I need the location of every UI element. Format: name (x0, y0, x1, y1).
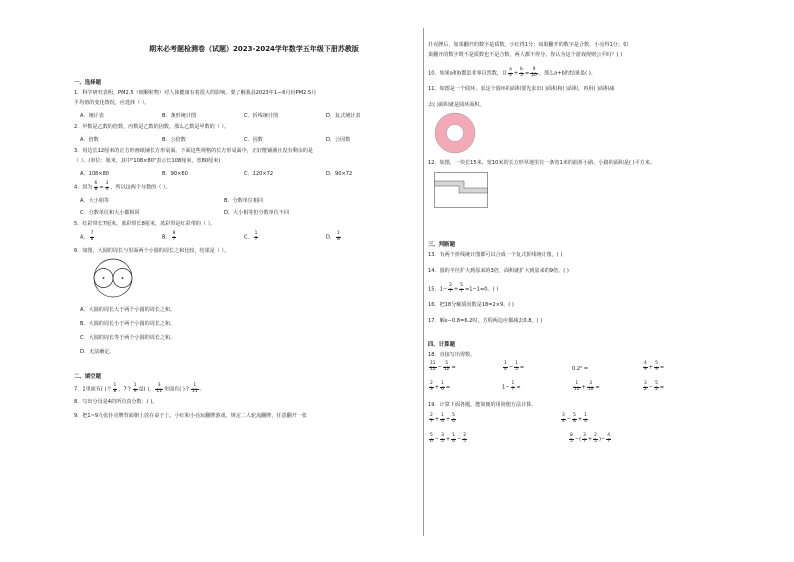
q18-item: $\frac{1}{10}$ + $\frac{3}{10}$ = (574, 381, 600, 392)
q10-line: 10．如果a和b都是非零自然数，且 $\frac{a}{4}$ + $\frac{b}{5}$ = $\frac{9}{20}$ ，那么a+b的结果是( )。 (428, 67, 596, 78)
q19-expr-4: $\frac{8}{5}$ −( $\frac{3}{7}$ + $\frac{2}{5}$ )− $\frac{4}{7}$ (570, 433, 610, 444)
q3-line2: （ ）。(单位：厘米，其中"108×80"表示长108厘米，宽80厘米) (74, 158, 221, 164)
q1-option-a[interactable]: A．统计表 (80, 113, 104, 119)
q9-line3: 果翻开的数字既不是质数也不是合数，两人都不得分。你认为这个游戏规则公平吗？( ) (428, 52, 623, 58)
q4-fraction-1: $\frac{6}{8}$ (94, 181, 98, 192)
q2-option-a[interactable]: A．倍数 (80, 137, 99, 143)
q4-fraction-2: $\frac{3}{4}$ (105, 181, 109, 192)
q6-line1: 6．如图，大圆的周长与里面两个小圆的周长之和比较，结果是（ ）。 (74, 248, 230, 254)
q5-option-d[interactable]: D． $\frac{1}{8}$ (326, 231, 340, 242)
q11-line1: 11．如图是一个圆环，求这个圆环的面积要先求出( )面积和( )面积，再用( )面积减 (428, 86, 615, 92)
section-fill: 二、填空题 (74, 374, 101, 380)
q6-option-b[interactable]: B．大圆的周长小于两个小圆的周长之和。 (80, 321, 176, 327)
column-divider (423, 28, 424, 536)
q11-ring-figure (434, 112, 476, 154)
q19-line: 19．计算下面各题，能简便的用简便方法计算。 (428, 402, 537, 408)
q18-item: $\frac{1}{4}$ − $\frac{1}{5}$ = (504, 361, 525, 372)
q18-item: $\frac{2}{3}$ + $\frac{1}{6}$ = (430, 381, 451, 392)
q1-option-c[interactable]: C．折线统计图 (244, 113, 279, 119)
q4-option-d[interactable]: D．大小相等但分数单位不同 (224, 210, 290, 216)
q15-line: 15．1− $\frac{2}{7}$ + $\frac{5}{7}$ =1−1=0。( ) (428, 283, 499, 294)
q2-line1: 2．甲数是乙数的倍数，丙数是乙数的因数。那么乙数是甲数的（ ）。 (74, 124, 230, 130)
q8-line: 8．写出分母是4的所有真分数：( )。 (74, 399, 158, 405)
q12-lawn-figure (434, 172, 488, 208)
q19-expr-1: $\frac{2}{7}$ + $\frac{1}{6}$ + $\frac{5}{6}$ (430, 413, 455, 424)
q5-option-a[interactable]: A． $\frac{7}{8}$ (80, 231, 94, 242)
q2-option-d[interactable]: D．公因数 (326, 137, 351, 143)
exam-sheet (58, 22, 770, 542)
q6-option-a[interactable]: A．大圆的周长大于两个小圆的周长之和。 (80, 307, 176, 313)
q2-option-c[interactable]: C．因数 (244, 137, 263, 143)
q7-line1: 7．1里面有( )个 $\frac{1}{8}$ ，7个 $\frac{1}{9}$ 是( )， $\frac{3}{11}$ 里面有( )个 $\frac{1}{11}$ 。 (74, 383, 205, 394)
inner-circle (447, 125, 464, 142)
q14-line: 14．圆的半径扩大到原来的3倍，面积就扩大到原来的9倍。( ) (428, 268, 569, 274)
q4-option-a[interactable]: A．大小相等 (80, 198, 109, 204)
section-choice: 一、选择题 (74, 80, 101, 86)
q4-line1: 4．因为 $\frac{6}{8}$ = $\frac{3}{4}$ ，所以这两个分数的（ ）。 (74, 181, 171, 192)
q3-option-b[interactable]: B．90×60 (162, 171, 188, 177)
q18-item: $\frac{11}{12}$ − $\frac{5}{12}$ = (430, 361, 456, 372)
center-dot (103, 277, 105, 279)
q2-option-b[interactable]: B．公倍数 (162, 137, 186, 143)
q5-option-b[interactable]: B． $\frac{8}{7}$ (162, 231, 176, 242)
q4-option-b[interactable]: B．分数单位相同 (224, 198, 264, 204)
q3-line1: 3．用边长12厘米的正方形画纸铺长方形桌面。下面这些规格的长方形桌面中，正好能铺满且没有剩余的是 (74, 148, 313, 154)
section-calc: 四、计算题 (428, 342, 455, 348)
q18-item: $\frac{4}{9}$ + $\frac{5}{9}$ = (644, 361, 665, 372)
q16-line: 16．把18分解质因数是18=2×9。( ) (428, 302, 514, 308)
q18-item: 1− $\frac{1}{7}$ = (502, 381, 521, 392)
q9-line1: 9．把1~9九张扑克牌背面朝上放在桌子上，小红和小亮玩翻牌游戏，规定二人轮流翻牌，任意翻开一张 (74, 413, 308, 419)
q1-line2: 平均值的变化情况，应选择（ ）。 (74, 100, 150, 106)
q6-option-d[interactable]: D．无法确定。 (80, 349, 115, 355)
q6-option-c[interactable]: C．大圆的周长等于两个小圆的周长之和。 (80, 335, 176, 341)
q17-line: 17．解x−0.8=6.2时，方程两边应都减去0.8。( ) (428, 318, 543, 324)
q1-option-d[interactable]: D．复式统计表 (326, 113, 361, 119)
q11-line2: 去( )面积就是圆环面积。 (428, 102, 485, 108)
q5-option-c[interactable]: C． $\frac{1}{7}$ (244, 231, 258, 242)
section-judge: 三、判断题 (428, 242, 455, 248)
q6-circles-figure (78, 258, 148, 298)
q18-line: 18．直接写出得数。 (428, 352, 476, 358)
q19-expr-2: $\frac{3}{4}$ − $\frac{5}{8}$ + $\frac{1}{4}$ (562, 413, 587, 424)
q4-option-c[interactable]: C．分数单位和大小都相同 (80, 210, 140, 216)
q18-item: $\frac{3}{2}$ − $\frac{5}{2}$ = (644, 381, 665, 392)
q19-expr-3: $\frac{5}{6}$ − $\frac{3}{5}$ + $\frac{1}{6}$ − $\frac{2}{5}$ (430, 433, 467, 444)
q3-option-d[interactable]: D．90×72 (326, 171, 353, 177)
q9-line2: 扑克牌后，如果翻开的数字是质数，小红得1分；如果翻开的数字是合数，小亮得1分；如 (428, 42, 629, 48)
q18-item: 0.2² = (572, 366, 589, 372)
q3-option-c[interactable]: C．120×72 (244, 171, 274, 177)
center-dot (122, 277, 124, 279)
exam-title: 期末必考题检测卷（试题）2023-2024学年数学五年级下册苏教版 (149, 45, 359, 53)
q1-line1: 1．科学研究表明，PM2.5（细颗粒物）对人体健康有着很大的影响。要了解我县2023年1—6月份PM2.5月 (74, 90, 317, 96)
q13-line: 13．有两个折线统计图都可以合成一个复式折线统计图。( ) (428, 252, 563, 258)
q3-option-a[interactable]: A．108×80 (80, 171, 110, 177)
q1-option-b[interactable]: B．条形统计图 (162, 113, 197, 119)
q12-line: 12．如图，一块长15米、宽10米的长方形草地里有一条宽1米的曲折小路，小路的面积是( )平方米。 (428, 160, 655, 166)
q5-line1: 5．红彩带长7厘米，蓝彩带长8厘米，蓝彩带是红彩带的（ ）。 (74, 221, 216, 227)
